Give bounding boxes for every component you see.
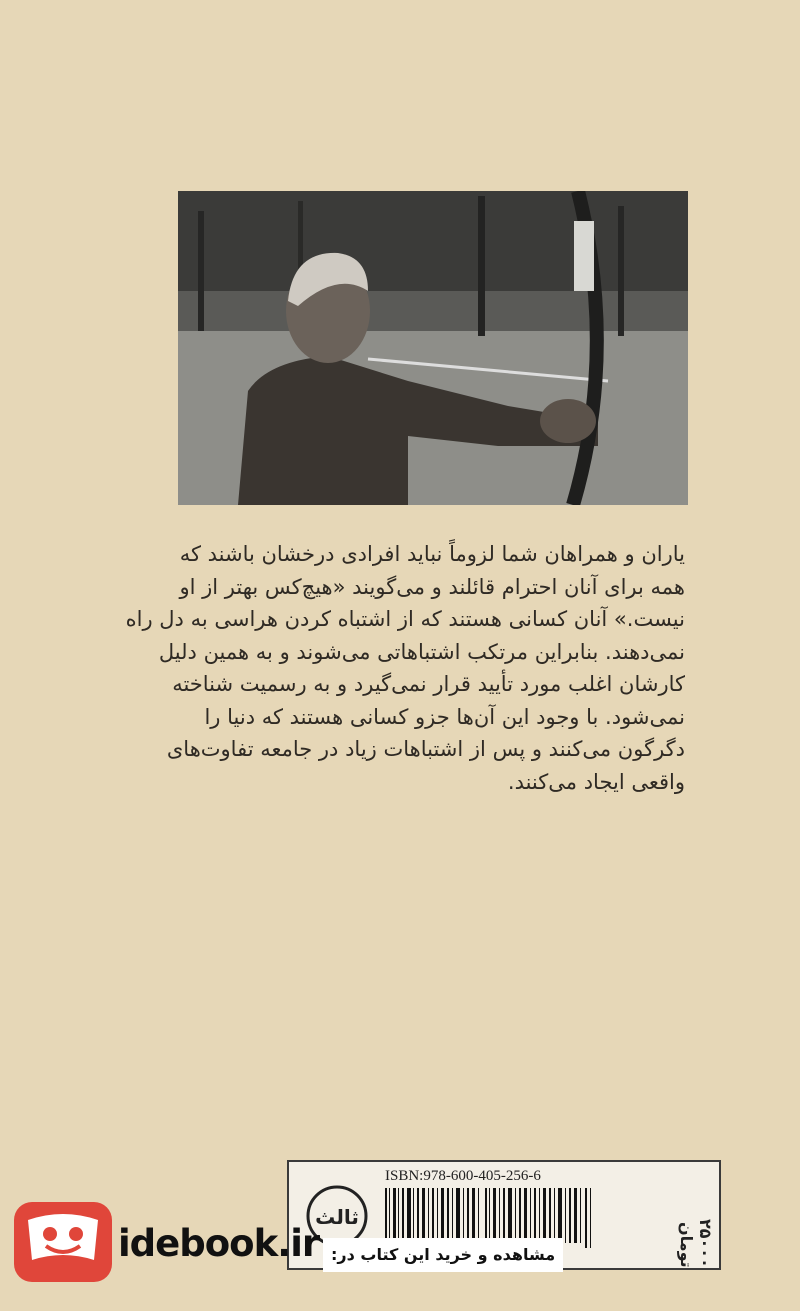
idebook-watermark[interactable]	[0, 1198, 560, 1288]
archer-photo	[178, 191, 688, 505]
idebook-brand: idebook.ir	[118, 1222, 320, 1265]
idebook-caption: مشاهده و خرید این کتاب در:	[323, 1238, 563, 1272]
text-line: کارشان اغلب مورد تأیید قرار نمی‌گیرد و به رسمیت شناخته	[172, 672, 685, 696]
text-line: نمی‌دهند. بنابراین مرتکب اشتباهاتی می‌شوند و به همین دلیل	[158, 639, 685, 664]
text-line: یاران و همراهان شما لزوماً نباید افرادی درخشان باشند که	[179, 542, 685, 566]
isbn-text: ISBN:978-600-405-256-6	[385, 1168, 541, 1184]
text-line: نمی‌شود. با وجود این آن‌ها جزو کسانی هستند که دنیا را	[204, 704, 685, 729]
publisher-logo-text: ثالث	[315, 1205, 359, 1229]
text-line: واقعی ایجاد می‌کنند.	[507, 769, 685, 794]
text-line: دگرگون می‌کنند و پس از اشتباهات زیاد در جامعه تفاوت‌های	[166, 737, 685, 761]
text-line: نیست.» آنان کسانی هستند که از اشتباه کردن هراسی به دل راه	[125, 607, 685, 631]
text-line: همه برای آنان احترام قائلند و می‌گویند «هیچ‌کس بهتر از او	[179, 574, 685, 599]
price-label: ۲۵۰۰۰ تومان	[677, 1219, 715, 1268]
idebook-logo-icon	[14, 1202, 112, 1282]
back-cover-text	[125, 538, 685, 798]
cover-photo	[178, 191, 688, 505]
